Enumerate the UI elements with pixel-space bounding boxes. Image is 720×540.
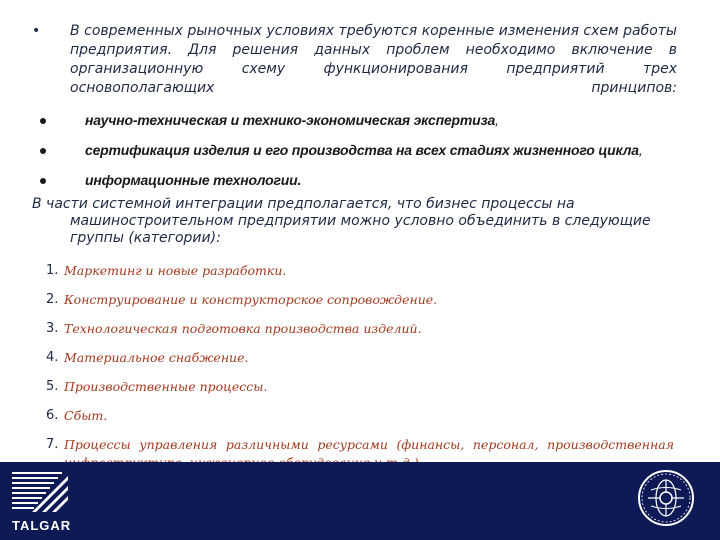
integration-line1: В части системной интеграции предполагается, что бизнес процессы на	[32, 196, 575, 212]
integration-paragraph	[32, 196, 672, 247]
principle-label: информационные технологии.	[85, 172, 302, 188]
list-item-number: 1.	[46, 263, 59, 278]
list-item	[46, 262, 676, 291]
talgar-logo	[12, 470, 74, 536]
talgar-stripes-logo-icon	[12, 470, 68, 514]
list-item-text: Производственные процессы.	[64, 379, 268, 394]
list-item	[46, 349, 676, 378]
globe-emblem-logo-icon	[636, 468, 696, 528]
principle-label: научно-техническая и технико-экономическая экспертиза,	[85, 112, 499, 128]
intro-bullet: •	[32, 23, 41, 39]
list-item-number: 3.	[46, 321, 59, 336]
list-item-text: Процессы управления различными ресурсами (финансы, персонал, производственная	[64, 437, 674, 452]
principle-item	[40, 140, 690, 170]
list-item	[46, 320, 676, 349]
list-item	[46, 407, 676, 436]
list-item-text: Материальное снабжение.	[64, 350, 249, 365]
principles-list	[40, 110, 690, 200]
list-item-number: 7.	[46, 437, 59, 452]
integration-rest: машиностроительном предприятии можно условно объединить в следующие группы (категории):	[70, 213, 651, 246]
process-groups-list	[46, 262, 676, 465]
list-item	[46, 291, 676, 320]
brand-name: TALGAR	[12, 518, 72, 533]
principle-item	[40, 110, 690, 140]
intro-text-main: В современных рыночных условиях требуются коренные изменения схем работы предприятия. Для решения данных проблем необходимо включение в организационную схему функционирования предприятий трех	[70, 23, 677, 77]
bullet-dot-icon	[40, 178, 46, 184]
list-item-number: 5.	[46, 379, 59, 394]
intro-text	[70, 22, 677, 98]
list-item-text: Маркетинг и новые разработки.	[64, 263, 287, 278]
footer-bar	[0, 462, 720, 540]
bullet-dot-icon	[40, 148, 46, 154]
list-item-number: 6.	[46, 408, 59, 423]
list-item	[46, 378, 676, 407]
intro-paragraph	[32, 22, 677, 98]
principle-label: сертификация изделия и его производства на всех стадиях жизненного цикла,	[85, 142, 643, 158]
list-item-text: Сбыт.	[64, 408, 108, 423]
bullet-dot-icon	[40, 118, 46, 124]
list-item-text: Конструирование и конструкторское сопровождение.	[64, 292, 438, 307]
list-item	[46, 436, 676, 465]
list-item-number: 2.	[46, 292, 59, 307]
list-item-number: 4.	[46, 350, 59, 365]
intro-text-last: основополагающих принципов:	[70, 80, 677, 96]
list-item-text: Технологическая подготовка производства изделий.	[64, 321, 422, 336]
